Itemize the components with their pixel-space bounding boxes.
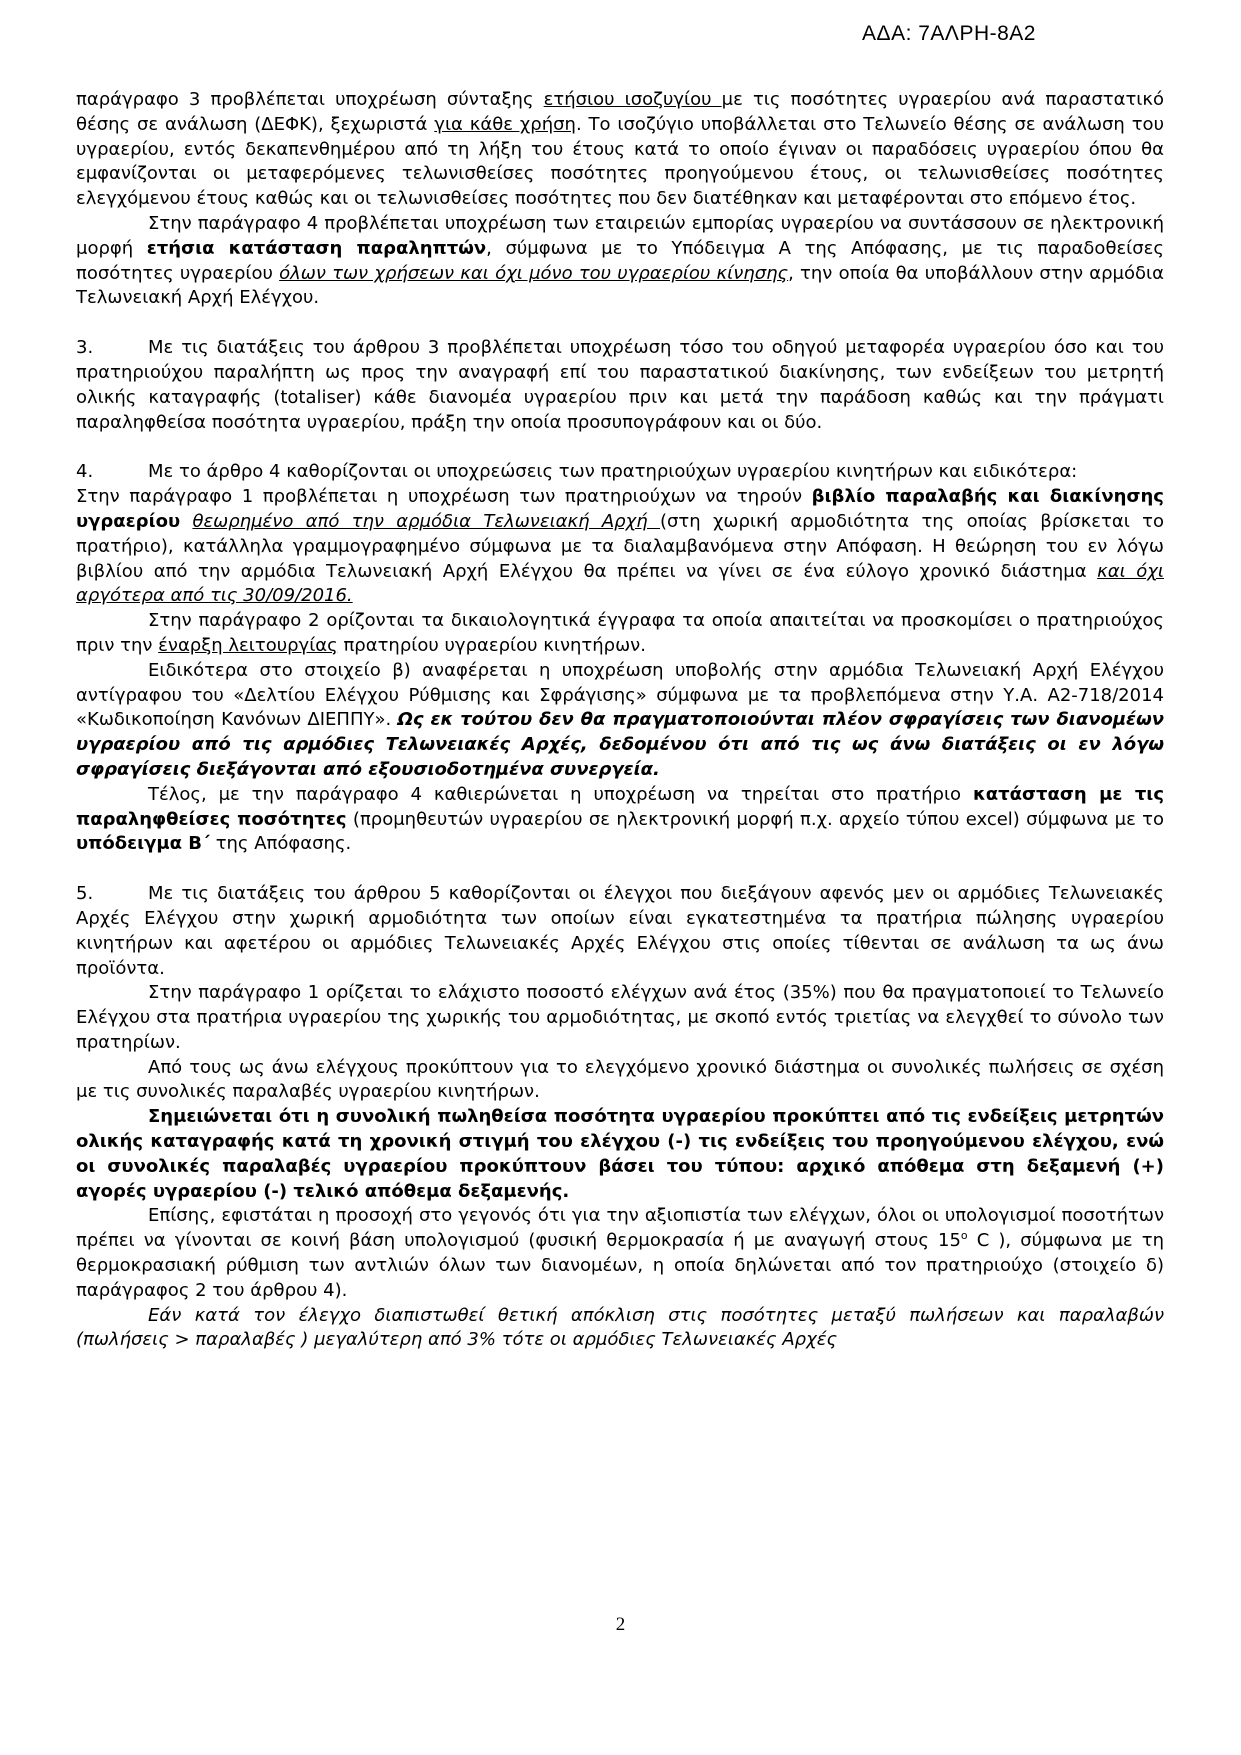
text-run <box>180 511 192 532</box>
text-run-underlined: για κάθε χρήση <box>434 113 576 135</box>
text-run: Στην παράγραφο 2 ορίζονται τα δικαιολογητικά έγγραφα τα οποία απαιτείται να προσκομίσει ο πρατηριούχος πριν την <box>76 610 1164 656</box>
text-run: της Απόφασης. <box>209 833 352 855</box>
section-number: 4. <box>76 461 94 483</box>
paragraph-gap <box>76 435 1164 460</box>
paragraph-bold: Σημειώνεται ότι η συνολική πωληθείσα ποσότητα υγραερίου προκύπτει από τις ενδείξεις μετρητών ολικής καταγραφής κατά τη χρονική στιγμή του ελέγχου (-) τις ενδείξεις του προηγούμενου ελέγχου, ενώ οι συνολικές παραλαβές υγραερίου προκύπτουν βάσει του τύπου: αρχικό απόθεμα στη δεξαμενή (+) αγορές υγραερίου (-) τελικό απόθεμα δεξαμενής. <box>76 1106 1164 1202</box>
degree-superscript: o <box>960 1229 968 1243</box>
document-body <box>76 88 1164 1353</box>
text-run: Ειδικότερα στο στοιχείο β) αναφέρεται η υποχρέωση υποβολής στην αρμόδια Τελωνειακή Αρχή Ελέγχου αντίγραφου του «Δελτίου Ελέγχου Ρύθμισης και Σφράγισης» σύμφωνα με τα προβλεπόμενα στην Υ.Α. Α2-718/2014 «Κωδικοποίηση Κανόνων ΔΙΕΠΠΥ». <box>76 659 1164 731</box>
paragraph <box>76 609 1164 659</box>
paragraph-gap <box>76 857 1164 882</box>
text-run: Επίσης, εφιστάται η προσοχή στο γεγονός ότι για την αξιοπιστία των ελέγχων, όλοι οι υπολογισμοί ποσοτήτων πρέπει να γίνονται σε κοινή βάση υπολογισμού (φυσική θερμοκρασία ή με αναγωγή στους 15 <box>76 1205 1164 1252</box>
section-number: 3. <box>76 337 94 359</box>
text-run-italic-underlined: θεωρημένο από την αρμόδια Τελωνειακή Αρχή <box>192 510 660 532</box>
text-run-italic-underlined: όλων των χρήσεων και όχι μόνο του υγραερίου κίνησης <box>279 262 789 284</box>
paragraph <box>76 88 1164 212</box>
text-run: παράγραφο 3 προβλέπεται υποχρέωση σύνταξης <box>76 89 544 110</box>
text-run: , σύμφωνα με το Υπόδειγμα Α της Απόφασης, με τις παραδοθείσες ποσότητες υγραερίου <box>76 237 1164 284</box>
paragraph <box>76 460 1164 485</box>
text-run-bold: βιβλίο παραλαβής και διακίνησης υγραερίου <box>76 486 1164 532</box>
text-run: Με το άρθρο 4 καθορίζονται οι υποχρεώσεις των πρατηριούχων υγραερίου κινητήρων και ειδικότερα: <box>148 461 1078 483</box>
text-run: (προμηθευτών υγραερίου σε ηλεκτρονική μορφή π.χ. αρχείο τύπου excel) σύμφωνα με το <box>346 808 1164 830</box>
text-run: Τέλος, με την παράγραφο 4 καθιερώνεται η υποχρέωση να τηρείται στο πρατήριο <box>148 783 973 805</box>
text-run: C ), σύμφωνα με τη θερμοκρασιακή ρύθμιση των αντλιών όλων των διανομέων, η οποία δηλώνεται από τον πρατηριούχο (στοιχείο δ) παράγραφος 2 του άρθρου 4). <box>76 1230 1165 1301</box>
paragraph: Στην παράγραφο 1 ορίζεται το ελάχιστο ποσοστό ελέγχων ανά έτος (35%) που θα πραγματοποιεί το Τελωνείο Ελέγχου στα πρατήρια υγραερίου της χωρικής του αρμοδιότητας, με σκοπό εντός τριετίας να ελεγχθεί το σύνολο των πρατηρίων. <box>76 982 1164 1053</box>
paragraph <box>76 882 1164 981</box>
section-number: 5. <box>76 883 94 905</box>
text-run: Με τις διατάξεις του άρθρου 3 προβλέπεται υποχρέωση τόσο του οδηγού μεταφορέα υγραερίου όσο και του πρατηριούχου παραλήπτη ως προς την αναγραφή επί του παραστατικού διακίνησης, των ενδείξεων του μετρητή ολικής καταγραφής (totaliser) κάθε διανομέα υγραερίου πριν και μετά την παράδοση καθώς και την πράγματι παραληφθείσα ποσότητα υγραερίου, πράξη την οποία προσυπογράφουν και οι δύο. <box>76 337 1164 433</box>
text-run: (στη χωρική αρμοδιότητα της οποίας βρίσκεται το πρατήριο), κατάλληλα γραμμογραφημένο σύμφωνα με τα διαλαμβανόμενα στην Απόφαση. Η θεώρηση του εν λόγω βιβλίου από την αρμόδια Τελωνειακή Αρχή Ελέγχου θα πρέπει να γίνει σε ένα εύλογο χρονικό διάστημα <box>76 510 1164 582</box>
paragraph <box>76 783 1164 857</box>
text-run: , την οποία θα υποβάλλουν στην αρμόδια Τελωνειακή Αρχή Ελέγχου. <box>76 262 1164 309</box>
text-run-bold: ετήσια κατάσταση παραληπτών <box>146 237 487 259</box>
paragraph <box>76 212 1164 311</box>
paragraph <box>76 485 1164 609</box>
page-number: 2 <box>615 1614 626 1635</box>
text-run: Με τις διατάξεις του άρθρου 5 καθορίζονται οι έλεγχοι που διεξάγουν αφενός μεν οι αρμόδιες Τελωνειακές Αρχές Ελέγχου στην χωρική αρμοδιότητα των οποίων είναι εγκατεστημένα τα πρατήρια πώλησης υγραερίου κινητήρων και αφετέρου οι αρμόδιες Τελωνειακές Αρχές Ελέγχου στις οποίες τίθενται σε ανάλωση τα ως άνω προϊόντα. <box>76 883 1164 979</box>
text-run: πρατηρίου υγραερίου κινητήρων. <box>337 634 646 656</box>
text-run-italic-underlined: και όχι αργότερα από τις 30/09/2016. <box>76 560 1164 607</box>
text-run-bold: κατάσταση με τις παραληφθείσες ποσότητες <box>76 783 1164 830</box>
text-run-underlined: έναρξη λειτουργίας <box>158 634 338 656</box>
paragraph <box>76 336 1164 435</box>
ada-code: ΑΔΑ: 7ΑΛΡΗ-8Α2 <box>862 22 1036 45</box>
paragraph <box>76 1204 1164 1303</box>
paragraph-italic: Εάν κατά τον έλεγχο διαπιστωθεί θετική απόκλιση στις ποσότητες μεταξύ πωλήσεων και παραλαβών (πωλήσεις > παραλαβές ) μεγαλύτερη από 3% τότε οι αρμόδιες Τελωνειακές Αρχές <box>76 1304 1164 1351</box>
text-run-bold: υπόδειγμα Β΄ <box>76 833 210 855</box>
paragraph: Από τους ως άνω ελέγχους προκύπτουν για το ελεγχόμενο χρονικό διάστημα οι συνολικές πωλήσεις σε σχέση με τις συνολικές παραλαβές υγραερίου κινητήρων. <box>76 1056 1164 1103</box>
text-run: με τις ποσότητες υγραερίου ανά παραστατικό θέσης σε ανάλωση (ΔΕΦΚ), ξεχωριστά <box>76 89 1165 135</box>
text-run: Στην παράγραφο 1 προβλέπεται η υποχρέωση των πρατηριούχων να τηρούν <box>76 486 812 508</box>
text-run-underlined: ετήσιου ισοζυγίου <box>543 89 722 110</box>
text-run: Στην παράγραφο 4 προβλέπεται υποχρέωση των εταιρειών εμπορίας υγραερίου να συντάσσουν σε ηλεκτρονική μορφή <box>76 212 1164 259</box>
text-run: . Το ισοζύγιο υποβάλλεται στο Τελωνείο θέσης σε ανάλωση του υγραερίου, εντός δεκαπενθημέρου από τη λήξη του έτους κατά το οποίο έγιναν οι παραδόσεις υγραερίου όπου θα εμφανίζονται οι μεταφερόμενες τελωνισθείσες ποσότητες προηγούμενου έτους, οι τελωνισθείσες ποσότητες ελεγχόμενου έτους καθώς και οι τελωνισθείσες ποσότητες που δεν διατέθηκαν και μεταφέρονται στο επόμενο έτος. <box>76 113 1164 210</box>
text-run-bold-italic: Ως εκ τούτου δεν θα πραγματοποιούνται πλέον σφραγίσεις των διανομέων υγραερίου από τις αρμόδιες Τελωνειακές Αρχές, δεδομένου ότι από τις ως άνω διατάξεις οι εν λόγω σφραγίσεις διεξάγονται από εξουσιοδοτημένα συνεργεία. <box>76 709 1164 780</box>
paragraph <box>76 659 1164 783</box>
paragraph-gap <box>76 311 1164 336</box>
